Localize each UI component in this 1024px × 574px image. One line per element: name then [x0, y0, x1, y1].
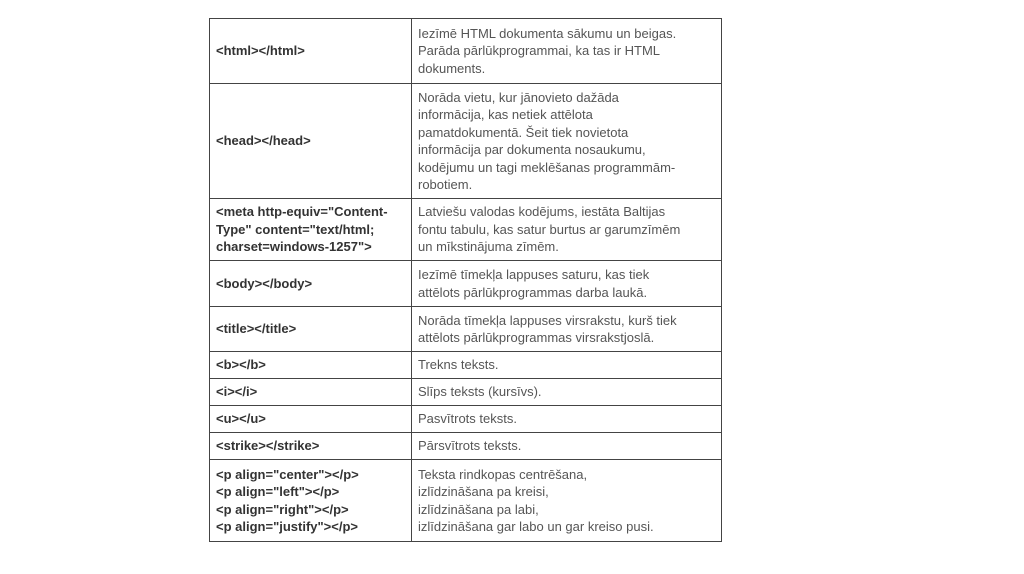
tag-text: <p align="left"></p> [216, 484, 340, 499]
tag-text: Type" content="text/html; [216, 221, 375, 237]
description-text: robotiem. [418, 177, 473, 192]
tag-cell [210, 433, 412, 460]
tag-text: <body></body> [216, 275, 313, 291]
description-text: Pārsvītrots teksts. [418, 438, 522, 454]
tag-cell [210, 460, 412, 542]
description-text: informācija, kas netiek attēlota [418, 107, 593, 122]
description-cell [412, 379, 722, 406]
description-text: attēlots pārlūkprogrammas darba laukā. [418, 284, 648, 300]
description-text: Iezīmē HTML dokumenta sākumu un beigas. [418, 25, 677, 41]
table-row [210, 433, 722, 460]
description-text: attēlots pārlūkprogrammas virsrakstjoslā. [418, 330, 655, 345]
tag-text: <p align="right"></p> [216, 501, 349, 517]
table-row [210, 307, 722, 352]
tag-cell [210, 379, 412, 406]
table-row [210, 84, 722, 199]
description-text: fontu tabulu, kas satur burtus ar garumzīmēm [418, 221, 681, 237]
description-text: Latviešu valodas kodējums, iestāta Baltijas [418, 204, 666, 220]
description-text: Trekns teksts. [418, 357, 499, 373]
tag-text: <strike></strike> [216, 438, 320, 454]
tag-text: <head></head> [216, 133, 311, 149]
table-row [210, 352, 722, 379]
tag-text: <p align="justify"></p> [216, 519, 359, 534]
description-text: Parāda pārlūkprogrammai, ka tas ir HTML [418, 43, 661, 59]
tag-cell [210, 261, 412, 307]
description-cell [412, 261, 722, 307]
tag-cell [210, 84, 412, 199]
table-row [210, 19, 722, 84]
tag-cell [210, 19, 412, 84]
tag-cell [210, 307, 412, 352]
description-text: Norāda vietu, kur jānovieto dažāda [418, 89, 619, 105]
table-row [210, 199, 722, 261]
description-text: Norāda tīmekļa lappuses virsrakstu, kurš tiek [418, 312, 677, 328]
description-cell [412, 84, 722, 199]
description-text: Iezīmē tīmekļa lappuses saturu, kas tiek [418, 267, 650, 282]
tag-cell [210, 352, 412, 379]
description-cell [412, 460, 722, 542]
description-text: Slīps teksts (kursīvs). [418, 384, 542, 400]
description-text: informācija par dokumenta nosaukumu, [418, 142, 646, 157]
tag-text: charset=windows-1257"> [216, 239, 372, 255]
description-text: izlīdzināšana pa kreisi, [418, 484, 549, 499]
tag-text: <b></b> [216, 357, 266, 373]
description-cell [412, 433, 722, 460]
tag-text: <meta http-equiv="Content- [216, 204, 388, 220]
table-row [210, 379, 722, 406]
description-cell [412, 19, 722, 84]
description-text: dokuments. [418, 60, 486, 76]
description-cell [412, 406, 722, 433]
description-text: un mīkstinājuma zīmēm. [418, 239, 559, 255]
description-cell [412, 352, 722, 379]
table-row [210, 406, 722, 433]
description-text: Teksta rindkopas centrēšana, [418, 466, 588, 482]
description-text: kodējumu un tagi meklēšanas programmām- [418, 159, 676, 175]
tag-cell [210, 406, 412, 433]
table-row [210, 261, 722, 307]
tag-text: <i></i> [216, 384, 258, 400]
description-text: izlīdzināšana gar labo un gar kreiso pusi. [418, 519, 654, 534]
description-text: Pasvītrots teksts. [418, 411, 517, 427]
tag-cell [210, 199, 412, 261]
tag-text: <u></u> [216, 411, 266, 427]
tag-text: <title></title> [216, 321, 297, 337]
table-row [210, 460, 722, 542]
html-tags-table [209, 18, 722, 542]
description-text: izlīdzināšana pa labi, [418, 501, 539, 517]
tag-text: <p align="center"></p> [216, 466, 359, 482]
description-cell [412, 199, 722, 261]
description-text: pamatdokumentā. Šeit tiek novietota [418, 124, 629, 140]
tag-text: <html></html> [216, 43, 305, 59]
description-cell [412, 307, 722, 352]
